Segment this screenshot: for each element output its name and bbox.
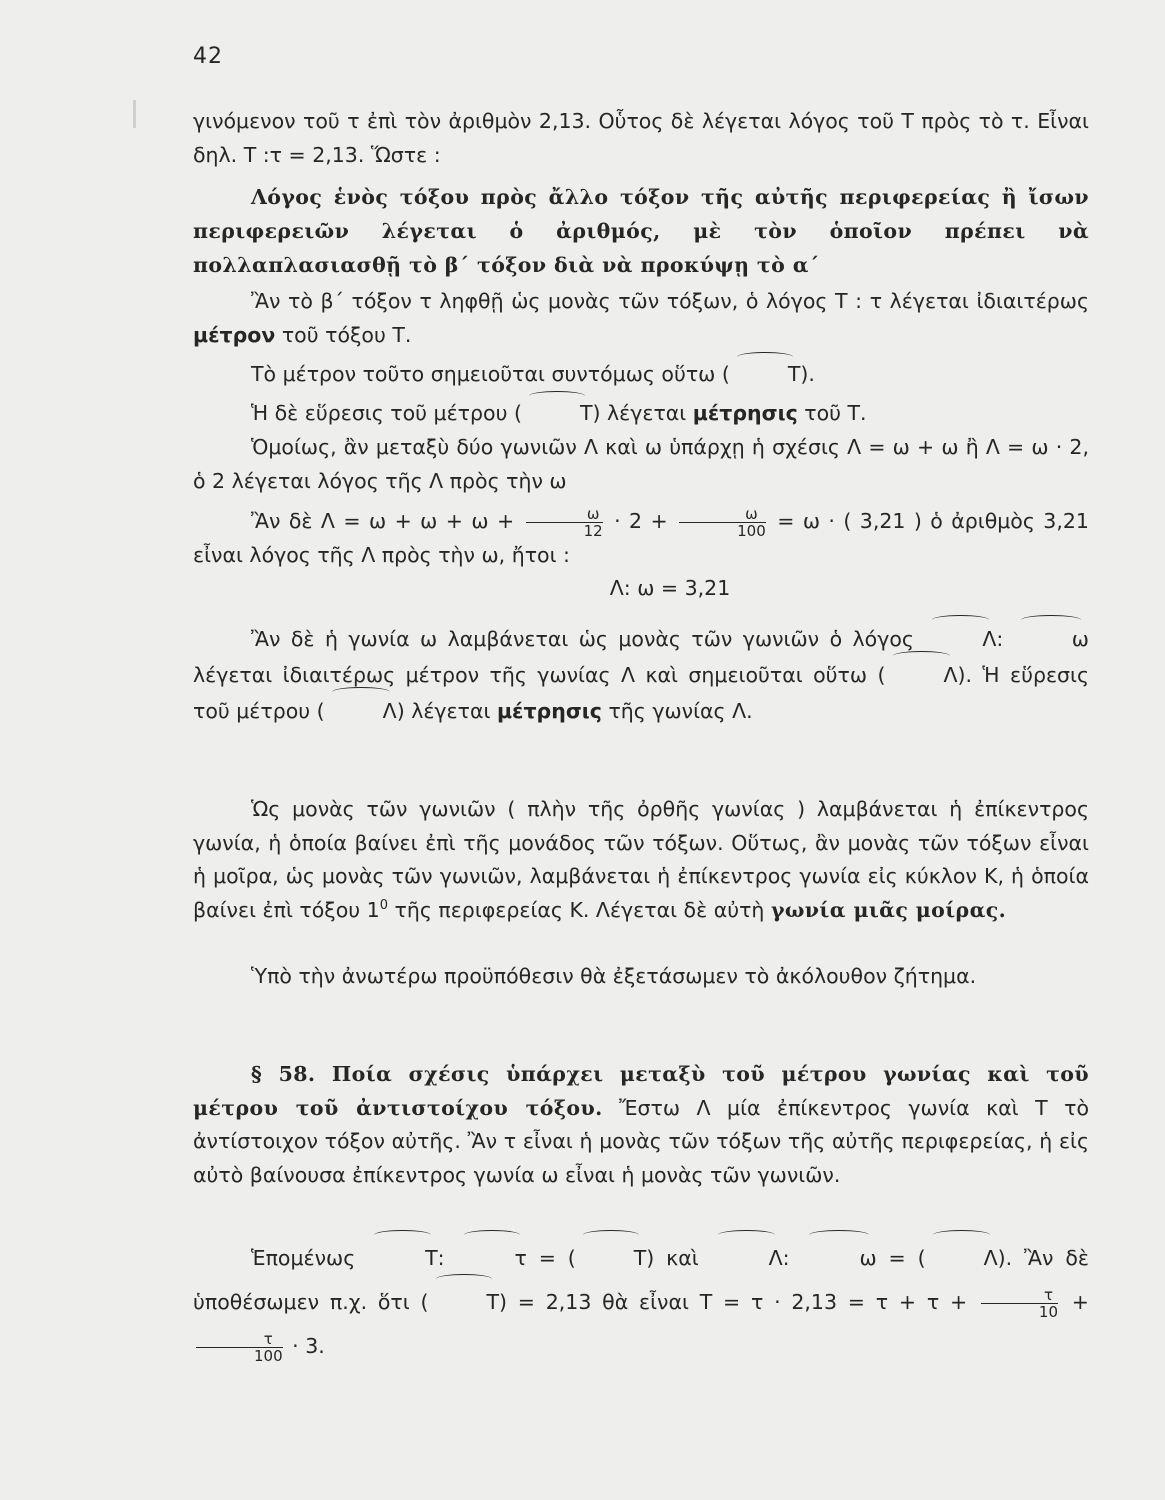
paragraph-4-text xyxy=(193,358,1089,392)
fraction-w-12 xyxy=(526,506,603,539)
definition-block xyxy=(193,180,1089,282)
p9-part-a: Ὡς μονὰς τῶν γωνιῶν ( πλὴν τῆς ὀρθῆς γωνίας ) λαμβάνεται ἡ ἐπίκεντρος γωνία, ἡ ὁποία βαίνει ἐπὶ τῆς μονάδος τῶν τόξων. Οὕτως, ἂν μονὰς τῶν τόξων εἶναι ἡ μοῖρα, ὡς μονὰς τῶν γωνιῶν, λαμβάνεται ἡ ἐπίκεντρος γωνία εἰς κύκλον Κ, ἡ ὁποία βαίνει ἐπὶ τόξου 1 xyxy=(193,797,1089,922)
fraction-denominator: 10 xyxy=(1038,1302,1059,1321)
arc-L: Λ xyxy=(926,1236,998,1280)
p9-part-b: τῆς περιφερείας Κ. Λέγεται δὲ αὐτὴ xyxy=(394,897,765,922)
paragraph-3 xyxy=(193,285,1089,352)
p12-part-d: = ( xyxy=(888,1246,926,1270)
paragraph-8 xyxy=(193,621,1089,729)
fraction-denominator: 100 xyxy=(737,521,766,540)
p12-part-g: · 3. xyxy=(292,1334,325,1358)
p8-part-d: ) λέγεται xyxy=(396,699,491,723)
arc-T: Τ xyxy=(522,397,593,431)
colon: : xyxy=(782,1246,790,1270)
definition-text: Λόγος ἑνὸς τόξου πρὸς ἄλλο τόξον τῆς αὐτῆς περιφερείας ἢ ἴσων περιφερειῶν λέγεται ὁ ἀριθμός, μὲ τὸν ὁποῖον πρέπει νὰ πολλαπλασιασθῇ τὸ β΄ τόξον διὰ νὰ προκύψῃ τὸ α΄ xyxy=(193,185,1089,277)
p12-part-f: ) = 2,13 θὰ εἶναι Τ = τ · 2,13 = τ + τ + xyxy=(499,1290,968,1314)
plus-sign: + xyxy=(1071,1290,1089,1314)
p3-part-a: Ἂν τὸ β΄ τόξον τ ληφθῇ ὡς μονὰς τῶν τόξων, ὁ λόγος Τ : τ λέγεται ἰδιαιτέρως xyxy=(251,289,1089,313)
colon: : xyxy=(437,1246,445,1270)
paragraph-10 xyxy=(193,960,1089,994)
fraction-t-100 xyxy=(196,1331,283,1364)
paragraph-1 xyxy=(193,105,1089,172)
centered-equation: Λ: ω = 3,21 xyxy=(609,576,731,600)
paragraph-12 xyxy=(193,1236,1089,1368)
p8-part-c: ). Ἡ εὕρεσις τοῦ μέτρου ( xyxy=(193,663,1089,723)
degree-superscript: 0 xyxy=(379,897,388,913)
paragraph-12-text xyxy=(193,1236,1089,1368)
paragraph-7-text xyxy=(193,505,1089,572)
paragraph-1-text: γινόμενον τοῦ τ ἐπὶ τὸν ἀριθμὸν 2,13. Οὗτος δὲ λέγεται λόγος τοῦ Τ πρὸς τὸ τ. Εἶναι δηλ. Τ :τ = 2,13. Ὥστε : xyxy=(193,109,1089,167)
p3-part-c: τοῦ τόξου Τ. xyxy=(281,322,412,347)
arc-T: Τ xyxy=(576,1236,647,1280)
paragraph-4 xyxy=(193,358,1089,392)
term-metron: μέτρον xyxy=(193,322,276,347)
fraction-denominator: 12 xyxy=(583,521,603,540)
p7-part-a: Ἂν δὲ Λ = ω + ω + ω + xyxy=(251,509,515,533)
scan-mark xyxy=(133,100,136,128)
p4-part-c: ). xyxy=(800,362,815,386)
paragraph-8-text xyxy=(193,621,1089,729)
p12-part-e: ). Ἂν δὲ ὑποθέσωμεν π.χ. ὅτι ( xyxy=(193,1246,1089,1314)
term-metresis: μέτρησις xyxy=(692,401,798,425)
p8-part-a: Ἂν δὲ ἡ γωνία ω λαμβάνεται ὡς μονὰς τῶν γωνιῶν ὁ λόγος xyxy=(251,627,914,651)
paragraph-6-text: Ὁμοίως, ἂν μεταξὺ δύο γωνιῶν Λ καὶ ω ὑπάρχῃ ἡ σχέσις Λ = ω + ω ἢ Λ = ω · 2, ὁ 2 λέγεται λόγος τῆς Λ πρὸς τὴν ω xyxy=(193,435,1089,493)
paragraph-10-text: Ὑπὸ τὴν ἀνωτέρω προϋπόθεσιν θὰ ἐξετάσωμεν τὸ ἀκόλουθον ζήτημα. xyxy=(251,964,977,988)
paragraph-9-text xyxy=(193,793,1089,927)
p8-part-f: τῆς γωνίας Λ. xyxy=(608,699,753,723)
arc-t: τ xyxy=(456,1236,526,1280)
arc-L: Λ xyxy=(924,621,996,657)
arc-w: ω xyxy=(1014,621,1089,657)
fraction-t-10 xyxy=(981,1287,1058,1320)
p12-part-b: = ( xyxy=(538,1246,576,1270)
paragraph-3-text xyxy=(193,285,1089,352)
arc-T: Τ xyxy=(730,358,801,392)
p4-part-a: Τὸ μέτρον τοῦτο σημειοῦται συντόμως οὕτω ( xyxy=(251,362,730,386)
p5-part-a: Ἡ δὲ εὕρεσις τοῦ μέτρου ( xyxy=(251,401,522,425)
p12-part-a: Ἑπομένως xyxy=(251,1246,356,1270)
fraction-numerator: τ xyxy=(981,1287,1058,1304)
p12-part-c: ) καὶ xyxy=(646,1246,699,1270)
paragraph-9 xyxy=(193,793,1089,927)
arc-L: Λ xyxy=(711,1236,783,1280)
p8-part-b: λέγεται ἰδιαιτέρως μέτρον τῆς γωνίας Λ καὶ σημειοῦται οὕτω ( xyxy=(193,663,886,687)
section-heading: § 58. Ποία σχέσις ὑπάρχει μεταξὺ τοῦ μέτρου γωνίας καὶ τοῦ μέτρου τοῦ ἀντιστοίχου τόξου. xyxy=(193,1062,1089,1120)
paragraph-11-text: Ἔστω Λ μία ἐπίκεντρος γωνία καὶ Τ τὸ ἀντίστοιχον τόξον αὐτῆς. Ἂν τ εἶναι ἡ μονὰς τῶν τόξων τῆς αὐτῆς περιφερείας, ἡ εἰς αὐτὸ βαίνουσα ἐπίκεντρος γωνία ω εἶναι ἡ μονὰς τῶν γωνιῶν. xyxy=(193,1095,1089,1187)
p7-part-c: = ω · ( 3,21 ) ὁ ἀριθμὸς 3,21 εἶναι λόγος τῆς Λ πρὸς τὴν ω, ἤτοι : xyxy=(193,509,1089,567)
fraction-numerator: ω xyxy=(526,506,603,523)
arc-L: Λ xyxy=(885,657,957,693)
paragraph-6 xyxy=(193,431,1089,498)
p5-part-c: ) λέγεται xyxy=(592,401,687,425)
fraction-numerator: τ xyxy=(196,1331,283,1348)
term-metresis: μέτρησις xyxy=(496,699,602,723)
colon: : xyxy=(996,627,1004,651)
paragraph-5 xyxy=(193,397,1089,431)
page-number: 42 xyxy=(193,44,223,69)
paragraph-7 xyxy=(193,505,1089,606)
paragraph-5-text xyxy=(193,397,1089,431)
arc-T: Τ xyxy=(428,1280,499,1324)
arc-w: ω xyxy=(801,1236,876,1280)
section-58-text xyxy=(193,1058,1089,1192)
fraction-w-100 xyxy=(679,506,766,539)
term-one-degree-angle: γωνία μιᾶς μοίρας. xyxy=(770,897,1007,922)
fraction-numerator: ω xyxy=(679,506,766,523)
section-58 xyxy=(193,1058,1089,1192)
fraction-denominator: 100 xyxy=(254,1346,283,1365)
arc-L: Λ xyxy=(325,693,397,729)
p7-part-b: · 2 + xyxy=(614,509,668,533)
p5-part-e: τοῦ Τ. xyxy=(804,401,867,425)
arc-T: Τ xyxy=(367,1236,438,1280)
